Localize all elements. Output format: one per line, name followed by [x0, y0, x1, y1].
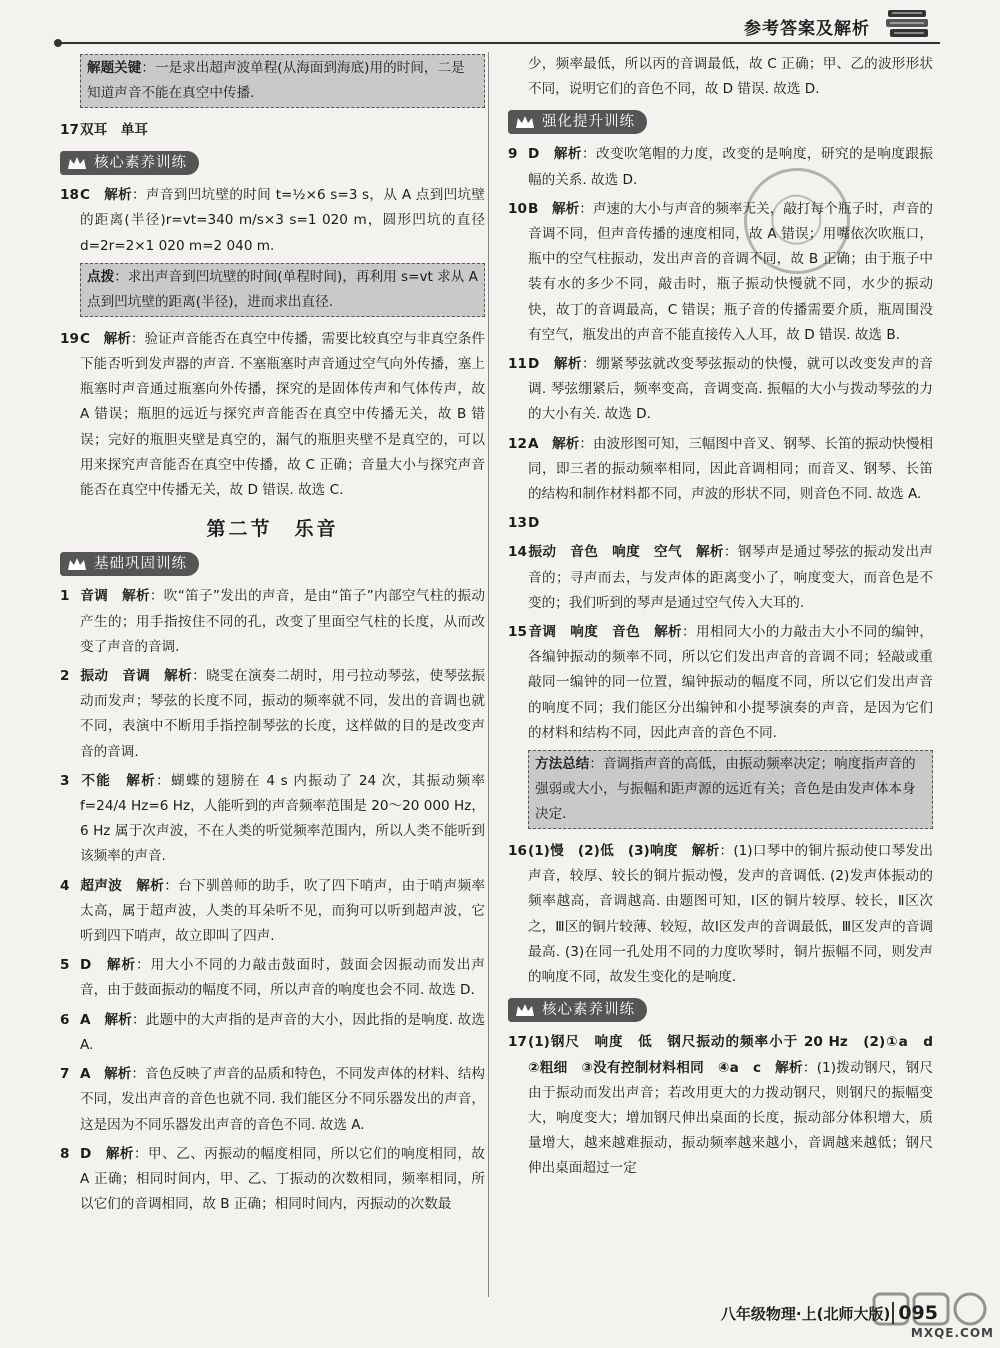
answer-text: 不能 — [80, 772, 112, 789]
analysis-text: ：此题中的大声指的是声音的大小，因此指的是响度. 故选 A. — [80, 1011, 486, 1053]
answer-choice: D — [528, 515, 540, 532]
answer-choice: D — [528, 356, 540, 373]
question-number: 9 — [508, 146, 518, 163]
analysis-label: 解析 — [103, 330, 131, 347]
analysis-label: 解析 — [164, 668, 193, 685]
analysis-text: ：音色反映了声音的品质和特色，不同发声体的材料、结构不同，发出声音的音色也就不同. 我们能区分不同乐器发出的声音，这是因为不同乐器发出声音的音色不同. 故选 A. — [80, 1066, 486, 1133]
answer-9 — [508, 142, 933, 192]
analysis-text: ：钢琴声是通过琴弦的振动发出声音的；寻声而去，与发声体的距离变小了，响度变大，而音色是不变的；我们听到的琴声是通过空气传入大耳的. — [528, 544, 934, 611]
analysis-label: 解析 — [104, 187, 133, 204]
analysis-text: ：声音到凹坑壁的时间 t=½×6 s=3 s，从 A 点到凹坑壁的距离(半径)r=vt=340 m/s×3 s=1 020 m，圆形凹坑的直径 d=2r=2×1 020 m=2 040 m. — [80, 187, 485, 254]
crown-icon — [66, 155, 88, 171]
crown-icon — [514, 1002, 536, 1018]
answer-19 — [60, 327, 485, 503]
answer-18 — [60, 183, 485, 259]
chapter-title: 第二节 乐音 — [206, 518, 339, 541]
answer-16 — [508, 839, 933, 990]
crown-icon — [66, 556, 88, 572]
answer-12 — [508, 432, 933, 508]
answer-7 — [60, 1062, 485, 1138]
analysis-text: ：台下驯兽师的助手，吹了四下哨声，由于哨声频率太高，属于超声波，人类的耳朵听不见，而狗可以听到超声波，它听到四下哨声，故立即叫了四声. — [80, 877, 486, 945]
answer-choice: D — [80, 1145, 92, 1162]
section-title: 核心素养训练 — [542, 1001, 635, 1018]
section-badge — [508, 110, 647, 134]
analysis-text: ：改变吹笔帽的力度，改变的是响度，研究的是响度跟振幅的关系. 故选 D. — [528, 146, 934, 188]
answer-17 — [60, 118, 485, 143]
question-number: 7 — [60, 1066, 70, 1083]
question-number: 12 — [508, 435, 527, 452]
question-number: 11 — [508, 356, 527, 373]
question-number: 18 — [60, 187, 79, 204]
analysis-text: ：吹“笛子”发出的声音，是由“笛子”内部空气柱的振动产生的；用手指按住不同的孔，改变了里面空气柱的长度，从而改变了声音的音调. — [80, 588, 486, 655]
answer-choice: A — [528, 435, 539, 452]
column-divider — [488, 52, 489, 1297]
seal-inner-ring — [765, 188, 828, 251]
answer-text: 双耳 单耳 — [80, 122, 148, 138]
note-hint — [80, 263, 485, 317]
note-key-point — [80, 54, 485, 108]
answer-text: (1)慢 (2)低 (3)响度 — [528, 843, 678, 860]
section-basic-training — [60, 550, 485, 578]
answer-text: 音调 响度 音色 — [528, 624, 641, 641]
books-icon — [884, 8, 932, 40]
analysis-label: 解析 — [104, 1011, 133, 1028]
analysis-text: ：用大小不同的力敲击鼓面时，鼓面会因振动而发出声音，由于鼓面振动的幅度不同，所以声音的响度也会不同. 故选 D. — [80, 957, 486, 999]
analysis-label: 解析 — [136, 877, 165, 894]
section-advanced-training — [508, 108, 933, 136]
header-dot — [54, 39, 62, 47]
question-number: 6 — [60, 1011, 70, 1028]
analysis-text: ：(1)口琴中的铜片振动使口琴发出声音，较厚、较长的铜片振动慢，发声的音调低. (2)发声体振动的频率越高，音调越高. 由题图可知，Ⅰ区的铜片较厚、较长，Ⅱ区次之，Ⅲ区的铜片较薄、较短，故Ⅰ区发声的音调最低，Ⅲ区发声的音调最高. (3)在同一孔处用不同的力度吹琴时，铜片振幅不同，则发声的响度不同，故发生变化的是响度. — [528, 843, 934, 986]
analysis-label: 解析 — [106, 957, 137, 974]
page-header — [60, 8, 940, 44]
question-number: 3 — [60, 772, 70, 789]
question-number: 16 — [508, 843, 527, 860]
note-text: ：音调指声音的高低，由振动频率决定；响度指声音的强弱或大小，与振幅和距声源的远近有关；音色是由发声体本身决定. — [535, 756, 916, 823]
answer-choice: C — [80, 187, 90, 204]
note-label: 点拨 — [87, 268, 115, 285]
answer-choice: C — [80, 330, 90, 347]
note-label: 方法总结 — [535, 756, 590, 773]
analysis-text: ：(1)拨动钢尺，钢尺由于振动而发出声音；若改用更大的力拨动钢尺，则钢尺的振幅变大，响度变大；增加钢尺伸出桌面的长度，振动部分体积增大，质量增大，越来越难振动，振动频率越来越小，音调越来越低；钢尺伸出桌面超过一定 — [528, 1059, 934, 1177]
question-number: 17 — [60, 122, 79, 138]
answer-11 — [508, 352, 933, 428]
answer-8 — [60, 1142, 485, 1218]
section-title: 强化提升训练 — [542, 113, 635, 130]
analysis-label: 解析 — [553, 356, 582, 373]
answer-choice: D — [528, 146, 540, 163]
answer-15 — [508, 620, 933, 746]
note-text: ：一是求出超声波单程(从海面到海底)用的时间，二是知道声音不能在真空中传播. — [87, 60, 465, 101]
page-number: 095 — [892, 1302, 938, 1324]
analysis-label: 解析 — [695, 544, 724, 561]
crown-icon — [514, 114, 536, 130]
analysis-label: 解析 — [654, 624, 683, 641]
header-title: 参考答案及解析 — [744, 19, 870, 39]
note-method-summary — [528, 750, 933, 829]
question-number: 1 — [60, 588, 70, 605]
question-number: 15 — [508, 624, 527, 641]
analysis-label: 解析 — [552, 435, 580, 452]
answer-13 — [508, 511, 933, 536]
analysis-text: ：甲、乙、丙振动的幅度相同，所以它们的响度相同，故 A 正确；相同时间内，甲、乙、丁振动的次数相同，频率相同，所以它们的音调相同，故 B 正确；相同时间内，丙振动的次数最 — [80, 1145, 486, 1213]
analysis-label: 解析 — [552, 200, 580, 217]
answer-choice: B — [528, 200, 539, 217]
answer-5 — [60, 953, 485, 1003]
answer-1 — [60, 584, 485, 660]
question-number: 17 — [508, 1034, 527, 1051]
analysis-label: 解析 — [691, 843, 720, 860]
analysis-label: 解析 — [126, 772, 157, 789]
analysis-text: ：绷紧琴弦就改变琴弦振动的快慢，就可以改变发声的音调. 琴弦绷紧后，频率变高，音调变高. 振幅的大小与拨动琴弦的力的大小有关. 故选 D. — [528, 356, 934, 423]
analysis-text: ：验证声音能否在真空中传播，需要比较真空与非真空条件下能否听到发声器的声音. 不塞瓶塞时声音通过空气向外传播，塞上瓶塞时声音通过瓶塞向外传播，探究的是固体传声和气体传声，故 A 错误；瓶胆的远近与探究声音能否在真空中传播无关，故 B 错误；完好的瓶胆夹壁是真空的，漏气的瓶胆夹壁不是真空的，可以用来探究声音能否在真空中传播，故 C 正确；音量大小与探究声音能否在真空中传播无关，故 D 错误. 故选 C. — [80, 330, 486, 499]
section-badge — [60, 151, 199, 175]
site-logo — [834, 1292, 994, 1342]
footer-book-title: 八年级物理·上(北师大版) — [720, 1305, 891, 1323]
answer-text: 超声波 — [80, 877, 123, 894]
analysis-label: 解析 — [553, 146, 582, 163]
question-number: 19 — [60, 330, 79, 347]
answer-6 — [60, 1008, 485, 1058]
section-title: 核心素养训练 — [94, 154, 187, 171]
section-badge — [508, 998, 647, 1022]
question-number: 4 — [60, 877, 70, 894]
answer-14 — [508, 540, 933, 616]
answer-text: 音调 — [80, 588, 109, 605]
note-label: 解题关键 — [87, 60, 142, 76]
analysis-label: 解析 — [104, 1066, 132, 1083]
logo-mark-icon — [834, 1292, 994, 1328]
question-number: 14 — [508, 544, 527, 561]
question-number: 10 — [508, 200, 527, 217]
analysis-label: 解析 — [775, 1059, 803, 1076]
answer-2 — [60, 664, 485, 765]
section-title: 基础巩固训练 — [94, 555, 187, 572]
analysis-text: ：晓雯在演奏二胡时，用弓拉动琴弦，使琴弦振动而发声；琴弦的长度不同，振动的频率就不同，发出的音调也就不同，表演中不断用手指控制琴弦的长度，这样做的目的是改变声音的音调. — [80, 668, 486, 760]
analysis-text: ：用相同大小的力敲击大小不同的编钟，各编钟振动的频率不同，所以它们发出声音的音调不同；轻敲或重敲同一编钟的同一位置，编钟振动的幅度不同，所以它们发出声音的响度不同；我们能区分出编钟和小提琴演奏的声音，是因为它们的材料和结构不同，因此声音的音色不同. — [528, 624, 934, 741]
analysis-label: 解析 — [122, 588, 150, 605]
section-core-literacy-2 — [508, 996, 933, 1024]
answer-text: 振动 音色 响度 空气 — [528, 544, 682, 561]
answer-4 — [60, 874, 485, 950]
analysis-text: 少，频率最低，所以丙的音调最低，故 C 正确；甲、乙的波形形状不同，说明它们的音色不同，故 D 错误. 故选 D. — [528, 56, 933, 98]
answer-17-core — [508, 1030, 947, 1181]
question-number: 5 — [60, 957, 70, 974]
answer-3 — [60, 769, 485, 870]
answer-choice: A — [80, 1011, 91, 1028]
answer-choice: A — [80, 1066, 91, 1083]
analysis-text: ：声速的大小与声音的频率无关，敲打每个瓶子时，声音的音调不同，但声音传播的速度相同，故 A 错误；用嘴依次吹瓶口，瓶中的空气柱振动，发出声音的音调不同，故 B 正确；由于瓶子中装有水的多少不同，敲击时，瓶子振动快慢就不同，水少的振动快，故丁的音调最高，C 错误；瓶子音的传播需要介质，瓶周围没有空气，瓶发出的声音不能直接传入人耳，故 D 错误. 故选 B. — [528, 200, 934, 343]
question-number: 2 — [60, 668, 70, 685]
analysis-text: ：由波形图可知，三幅图中音叉、钢琴、长笛的振动快慢相同，即三者的振动频率相同，因此音调相同；而音叉、钢琴、长笛的结构和制作材料都不同，声波的形状不同，则音色不同. 故选 A. — [528, 435, 934, 503]
section-badge — [60, 552, 199, 576]
answer-8-continued — [508, 52, 933, 102]
section-core-literacy — [60, 149, 485, 177]
left-column — [60, 52, 485, 1221]
note-text: ：求出声音到凹坑壁的时间(单程时间)，再利用 s=vt 求从 A 点到凹坑壁的距离(半径)，进而求出直径. — [87, 268, 478, 310]
answer-text: (1)钢尺 响度 低 钢尺振动的频率小于 20 Hz (2)①a d ②粗细 ③没有控制材料相同 ④a c — [528, 1034, 947, 1076]
answer-10 — [508, 197, 933, 348]
answer-text: 振动 音调 — [80, 668, 151, 685]
question-number: 8 — [60, 1145, 70, 1162]
analysis-label: 解析 — [105, 1145, 134, 1162]
logo-text: MXQE.COM — [910, 1326, 994, 1340]
right-column — [508, 52, 947, 1186]
question-number: 13 — [508, 515, 527, 532]
answer-choice: D — [80, 957, 92, 974]
analysis-text: ：蝴蝶的翅膀在 4 s 内振动了 24 次，其振动频率 f=24/4 Hz=6 Hz，人能听到的声音频率范围是 20～20 000 Hz，6 Hz 属于次声波，不在人类的听觉频率范围内，所以人类不能听到该频率的声音. — [80, 772, 486, 865]
